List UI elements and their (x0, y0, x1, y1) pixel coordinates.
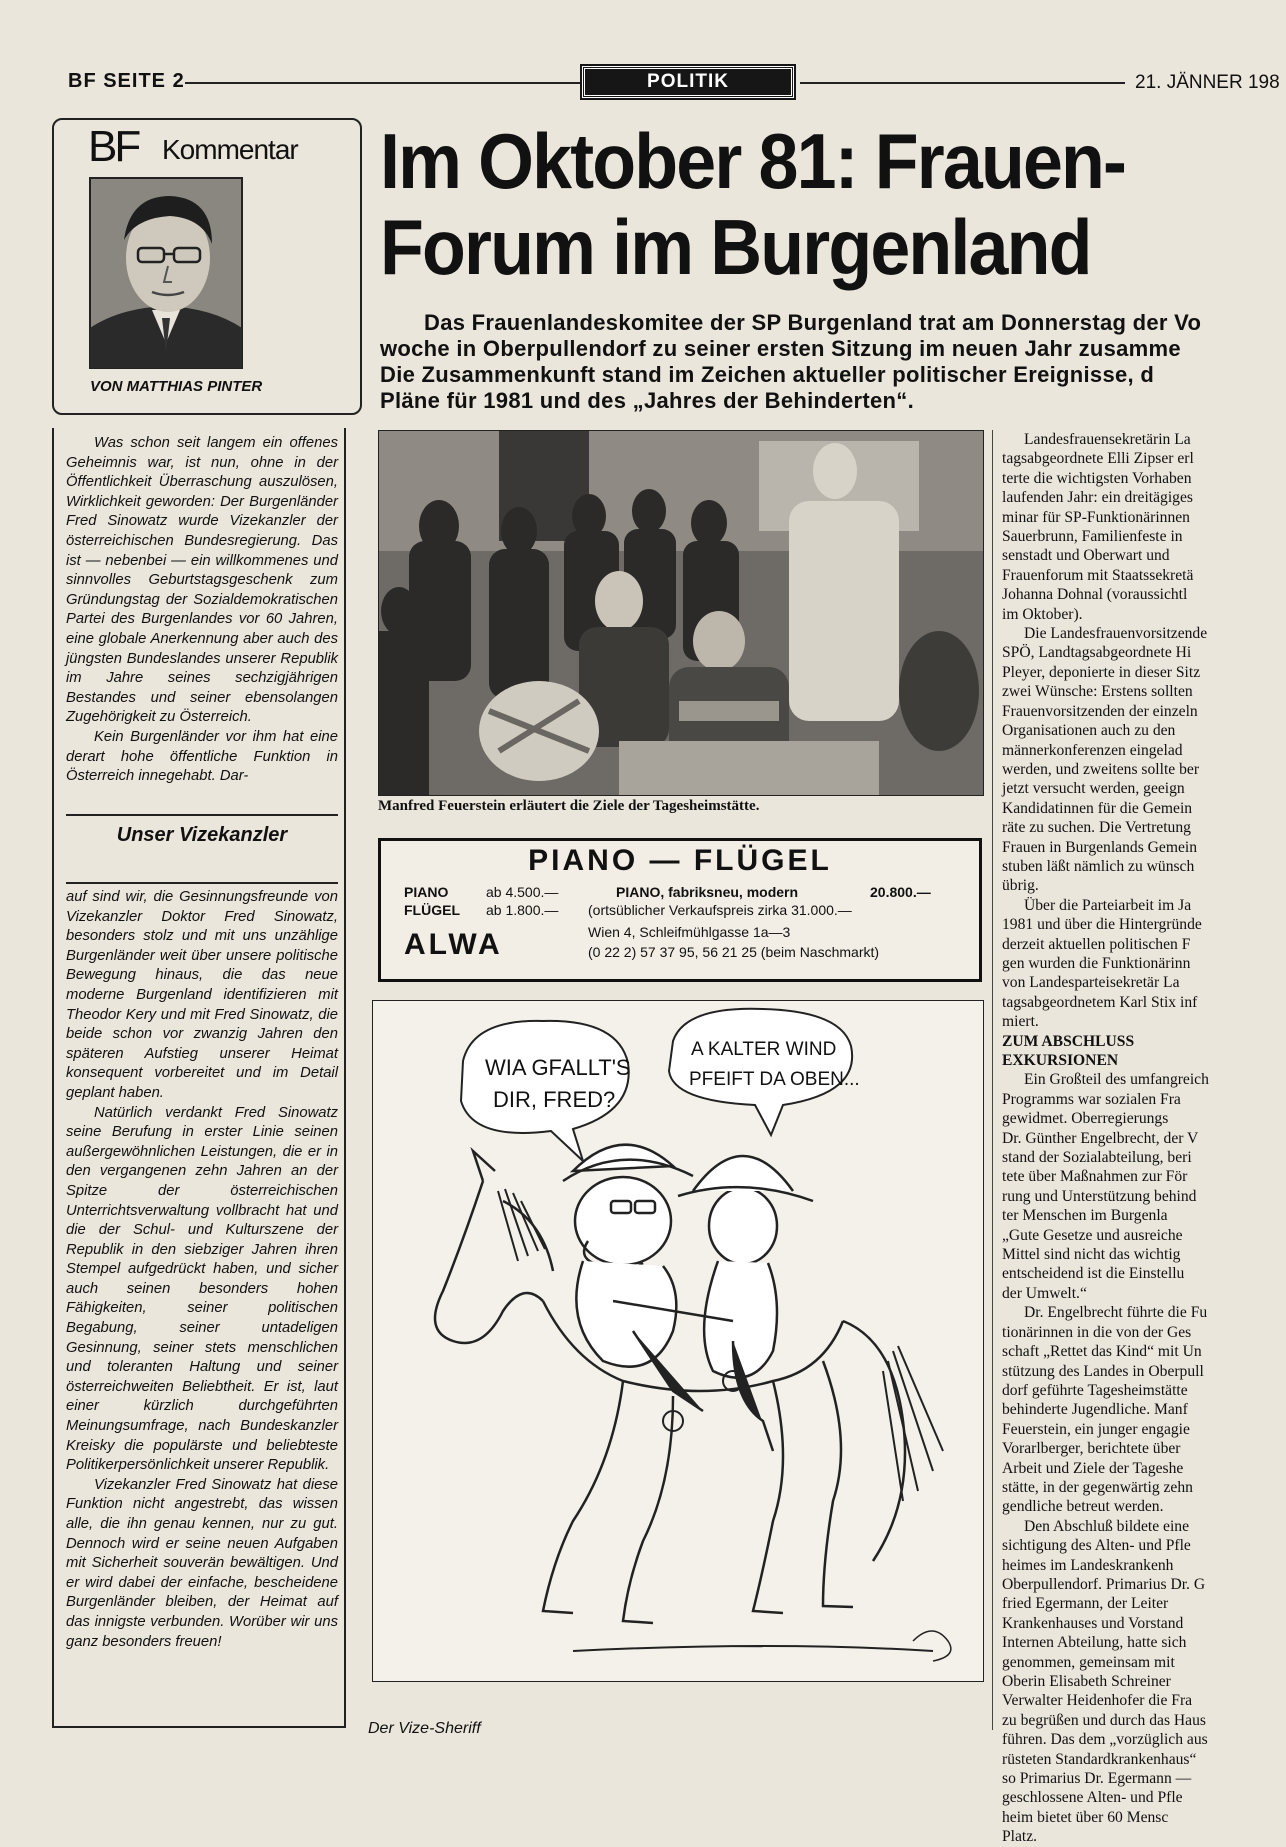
kommentar-text-1 (66, 434, 338, 787)
body-line: heimes im Landeskrankenh (1002, 1556, 1174, 1574)
article-headline (380, 118, 1208, 290)
body-line: terte die wichtigsten Vorhaben (1002, 469, 1192, 487)
body-line: gewidmet. Oberregierungs (1002, 1110, 1169, 1128)
body-line: „Gute Gesetze und ausreiche (1002, 1226, 1183, 1244)
kommentar-bottom-rule (52, 1726, 344, 1728)
header-rule-right (800, 82, 1125, 84)
ad-title: PIANO — FLÜGEL (528, 844, 832, 877)
body-line: senstadt und Oberwart und (1002, 547, 1170, 565)
body-line: Verwalter Heidenhofer die Fra (1002, 1692, 1193, 1710)
column-rule (992, 430, 993, 1730)
body-line: Ein Großteil des umfangreich (1024, 1071, 1209, 1089)
subhead-rule (66, 882, 338, 884)
kommentar-text-2 (66, 888, 338, 1652)
body-line: ter Menschen im Burgenla (1002, 1207, 1168, 1225)
paragraph: Was schon seit langem ein offenes Geheimnis war, ist nun, ohne in der Öffentlichkeit Überraschung auszulösen, Wirklichkeit geworden: Der Burgenländer Fred Sinowatz wurde Vizekanzler der österreichischen Bundesregierung. Das ist — nebenbei — ein willkommenes und sinnvolles Geburtstagsgeschenk zum Gründungstag der Sozialdemokratischen Partei des Burgenlandes vor 60 Jahren, eine globale Anerkennung aber auch des jüngsten Bundeslandes unserer Republik im Jahre seines sechzigjährigen Bestandes und seiner ebensolangen Zugehörigkeit zu Österreich. (66, 435, 338, 726)
article-body-column (1002, 430, 1286, 1846)
body-line: zu begrüßen und durch das Haus (1002, 1711, 1206, 1729)
body-line: Oberpullendorf. Primarius Dr. G (1002, 1575, 1206, 1593)
body-line: Internen Abteilung, hatte sich (1002, 1634, 1187, 1652)
page-label: BF SEITE 2 (68, 70, 185, 92)
body-line: Dr. Günther Engelbrecht, der V (1002, 1129, 1199, 1147)
section-heading: EXKURSIONEN (1002, 1052, 1119, 1069)
body-line: Dr. Engelbrecht führte die Fu (1024, 1304, 1208, 1322)
body-line: laufenden Jahr: ein dreitägiges (1002, 489, 1193, 507)
body-line: Platz. (1002, 1828, 1038, 1846)
kommentar-subhead: Unser Vizekanzler (66, 814, 338, 847)
body-line: tionärinnen in die von der Ges (1002, 1323, 1192, 1341)
body-line: fried Egermann, der Leiter (1002, 1595, 1169, 1613)
body-line: so Primarius Dr. Egermann — (1002, 1770, 1192, 1788)
body-line: gendliche betreut werden. (1002, 1498, 1164, 1516)
body-line: Arbeit und Ziele der Tageshe (1002, 1459, 1184, 1477)
body-line: jetzt versucht werden, geeign (1002, 780, 1185, 798)
ad-piano-label: PIANO (404, 884, 449, 900)
body-line: minar für SP-Funktionärinnen (1002, 508, 1190, 526)
section-label: POLITIK (582, 66, 794, 98)
lead-line: Die Zusammenkunft stand im Zeichen aktueller politischer Ereignisse, d (380, 362, 1155, 387)
body-line: rung und Unterstützung behind (1002, 1187, 1197, 1205)
meeting-photo (378, 430, 984, 796)
ad-offer: PIANO, fabriksneu, modern (616, 884, 799, 900)
cartoon-illustration (372, 1000, 984, 1682)
body-line: der Umwelt.“ (1002, 1284, 1087, 1302)
headline-line-2: Forum im Burgenland (380, 203, 1091, 291)
body-line: Organisationen auch zu den (1002, 722, 1176, 740)
body-line: männerkonferenzen eingelad (1002, 741, 1183, 759)
body-line: räte zu suchen. Die Vertretung (1002, 819, 1191, 837)
body-line: schaft „Rettet das Kind“ mit Un (1002, 1343, 1202, 1361)
body-line: stützung des Landes in Oberpull (1002, 1362, 1204, 1380)
ad-piano-price: ab 4.500.— (486, 884, 559, 900)
ad-offer-price: 20.800.— (870, 884, 931, 900)
body-line: Mittel sind nicht das wichtig (1002, 1246, 1181, 1264)
issue-date: 21. JÄNNER 198 (1135, 72, 1280, 93)
kommentar-author: VON MATTHIAS PINTER (90, 378, 263, 395)
body-line: übrig. (1002, 877, 1039, 895)
body-line: Landesfrauensekretärin La (1024, 431, 1191, 448)
body-line: Sauerbrunn, Familienfeste in (1002, 528, 1183, 546)
body-line: tagsabgeordnetem Karl Stix inf (1002, 993, 1198, 1011)
header-rule-left (185, 82, 580, 84)
body-line: führen. Das dem „vorzüglich aus (1002, 1731, 1208, 1749)
photo-caption: Manfred Feuerstein erläutert die Ziele der Tagesheimstätte. (378, 798, 760, 814)
body-line: tagsabgeordnete Elli Zipser erl (1002, 450, 1194, 468)
body-line: stuben läßt nämlich zu wünsch (1002, 857, 1195, 875)
body-line: Programms war sozialen Fra (1002, 1090, 1181, 1108)
paragraph: Vizekanzler Fred Sinowatz hat diese Funktion nicht angestrebt, das wissen alle, die ihn genau kennen, nur zu gut. Dennoch wird er seine neuen Aufgaben mit Sicherheit souverän bewältigen. Und er wird dabei der einfache, bescheidene Burgenländer bleiben, der Heimat auf das innigste verbunden. Worüber wir uns ganz besonders freuen! (66, 1476, 338, 1650)
body-line: dorf geführte Tagesheimstätte (1002, 1381, 1188, 1399)
body-line: behinderte Jugendliche. Manf (1002, 1401, 1188, 1419)
body-line: SPÖ, Landtagsabgeordnete Hi (1002, 644, 1192, 662)
ad-address: Wien 4, Schleifmühlgasse 1a—3 (588, 924, 791, 940)
section-heading: ZUM ABSCHLUSS (1002, 1032, 1135, 1050)
bubble-left-line-2: DIR, FRED? (493, 1087, 616, 1112)
body-line: miert. (1002, 1013, 1039, 1031)
body-line: sichtigung des Alten- und Pfle (1002, 1537, 1191, 1555)
body-line: heim bietet über 60 Mensc (1002, 1808, 1169, 1826)
body-line: Frauenvorsitzenden der einzeln (1002, 702, 1198, 720)
body-line: werden, und zweitens sollte ber (1002, 760, 1200, 778)
body-line: Feuerstein, ein junger engagie (1002, 1420, 1190, 1438)
body-line: stätte, in der gegenwärtig zehn (1002, 1478, 1193, 1496)
body-line: genommen, gemeinsam mit (1002, 1653, 1175, 1671)
lead-line: Pläne für 1981 und des „Jahres der Behinderten“. (380, 388, 915, 413)
ad-phone: (0 22 2) 57 37 95, 56 21 25 (beim Naschmarkt) (588, 944, 880, 960)
lead-line: Das Frauenlandeskomitee der SP Burgenland trat am Donnerstag der Vo (424, 310, 1202, 335)
body-line: Johanna Dohnal (voraussichtl (1002, 586, 1188, 604)
kommentar-brand: BF (88, 122, 139, 171)
body-line: Kandidatinnen für die Gemein (1002, 799, 1193, 817)
body-line: Vorarlberger, berichtete über (1002, 1440, 1181, 1458)
body-line: Krankenhauses und Vorstand (1002, 1614, 1184, 1632)
bubble-left-line-1: WIA GFALLT'S (485, 1055, 631, 1080)
paragraph: auf sind wir, die Gesinnungsfreunde von Vizekanzler Doktor Fred Sinowatz, besonders stolz und mit uns unzählige Burgenländer weit über unsere politische Bewegung hinaus, die das neue moderne Burgenland identifizieren mit Theodor Kery und mit Fred Sinowatz, die beide schon vor zwanzig Jahren den späteren Aufstieg unserer Heimat konsequent vorbereitet und im Detail geplant haben. (66, 889, 338, 1101)
headline-line-1: Im Oktober 81: Frauen- (380, 117, 1126, 205)
body-line: Oberin Elisabeth Schreiner (1002, 1673, 1171, 1690)
bubble-right-line-2: PFEIFT DA OBEN... (689, 1069, 860, 1090)
body-line: Frauen in Burgenlands Gemein (1002, 838, 1198, 856)
body-line: 1981 und über die Hintergründe (1002, 916, 1202, 934)
author-portrait (90, 178, 242, 368)
paragraph: Natürlich verdankt Fred Sinowatz seine Berufung in erster Linie seinen außergewöhnlichen Leistungen, die er in den vergangenen zehn Jahren an der Spitze der österreichischen Unterrichtsverwaltung vollbracht hat und die der Schul- und Kulturszene der Republik in den siebziger Jahren ihren Stempel aufgedrückt haben, und sicher auch seinen besonders hohen Fähigkeiten, seiner politischen Begabung, seiner untadeligen Gesinnung, seiner stets menschlichen und toleranten Haltung und seiner österreichweiten Beliebtheit. Er ist, laut einer kürzlich durchgeführten Meinungsumfrage, nach Bundeskanzler Kreisky die populärste und beliebteste Politikerpersönlichkeit unserer Republik. (66, 1104, 338, 1474)
body-line: gen wurden die Funktionärinn (1002, 954, 1191, 972)
body-line: von Landesparteisekretär La (1002, 974, 1180, 992)
body-line: Pleyer, deponierte in dieser Sitz (1002, 663, 1201, 681)
paragraph: Kein Burgenländer vor ihm hat eine derart hohe öffentliche Funktion in Österreich innegehabt. Dar- (66, 728, 338, 785)
cartoon-caption: Der Vize-Sheriff (368, 1720, 481, 1737)
article-lead (380, 310, 1286, 420)
ad-fluegel-label: FLÜGEL (404, 902, 460, 918)
body-line: Über die Parteiarbeit im Ja (1024, 896, 1192, 914)
body-line: entscheidend ist die Einstellu (1002, 1265, 1185, 1283)
body-line: tete über Maßnahmen zur För (1002, 1168, 1188, 1186)
lead-line: woche in Oberpullendorf zu seiner ersten Sitzung im neuen Jahr zusamme (380, 336, 1181, 361)
bubble-right-line-1: A KALTER WIND (691, 1039, 837, 1060)
body-line: stand der Sozialabteilung, beri (1002, 1149, 1192, 1167)
body-line: rüsteten Standardkrankenhaus“ (1002, 1750, 1197, 1768)
body-line: zwei Wünsche: Erstens sollten (1002, 683, 1193, 701)
body-line: derzeit aktuellen politischen F (1002, 935, 1191, 953)
body-line: geschlossene Alten- und Pfle (1002, 1789, 1183, 1807)
body-line: Frauenforum mit Staatssekretä (1002, 566, 1194, 584)
kommentar-title: Kommentar (162, 134, 298, 165)
body-line: im Oktober). (1002, 605, 1083, 623)
ad-brand: ALWA (404, 928, 503, 961)
ad-price-note: (ortsüblicher Verkaufspreis zirka 31.000.— (588, 902, 852, 918)
body-line: Den Abschluß bildete eine (1024, 1517, 1189, 1535)
ad-fluegel-price: ab 1.800.— (486, 902, 559, 918)
body-line: Die Landesfrauenvorsitzende (1024, 625, 1208, 643)
